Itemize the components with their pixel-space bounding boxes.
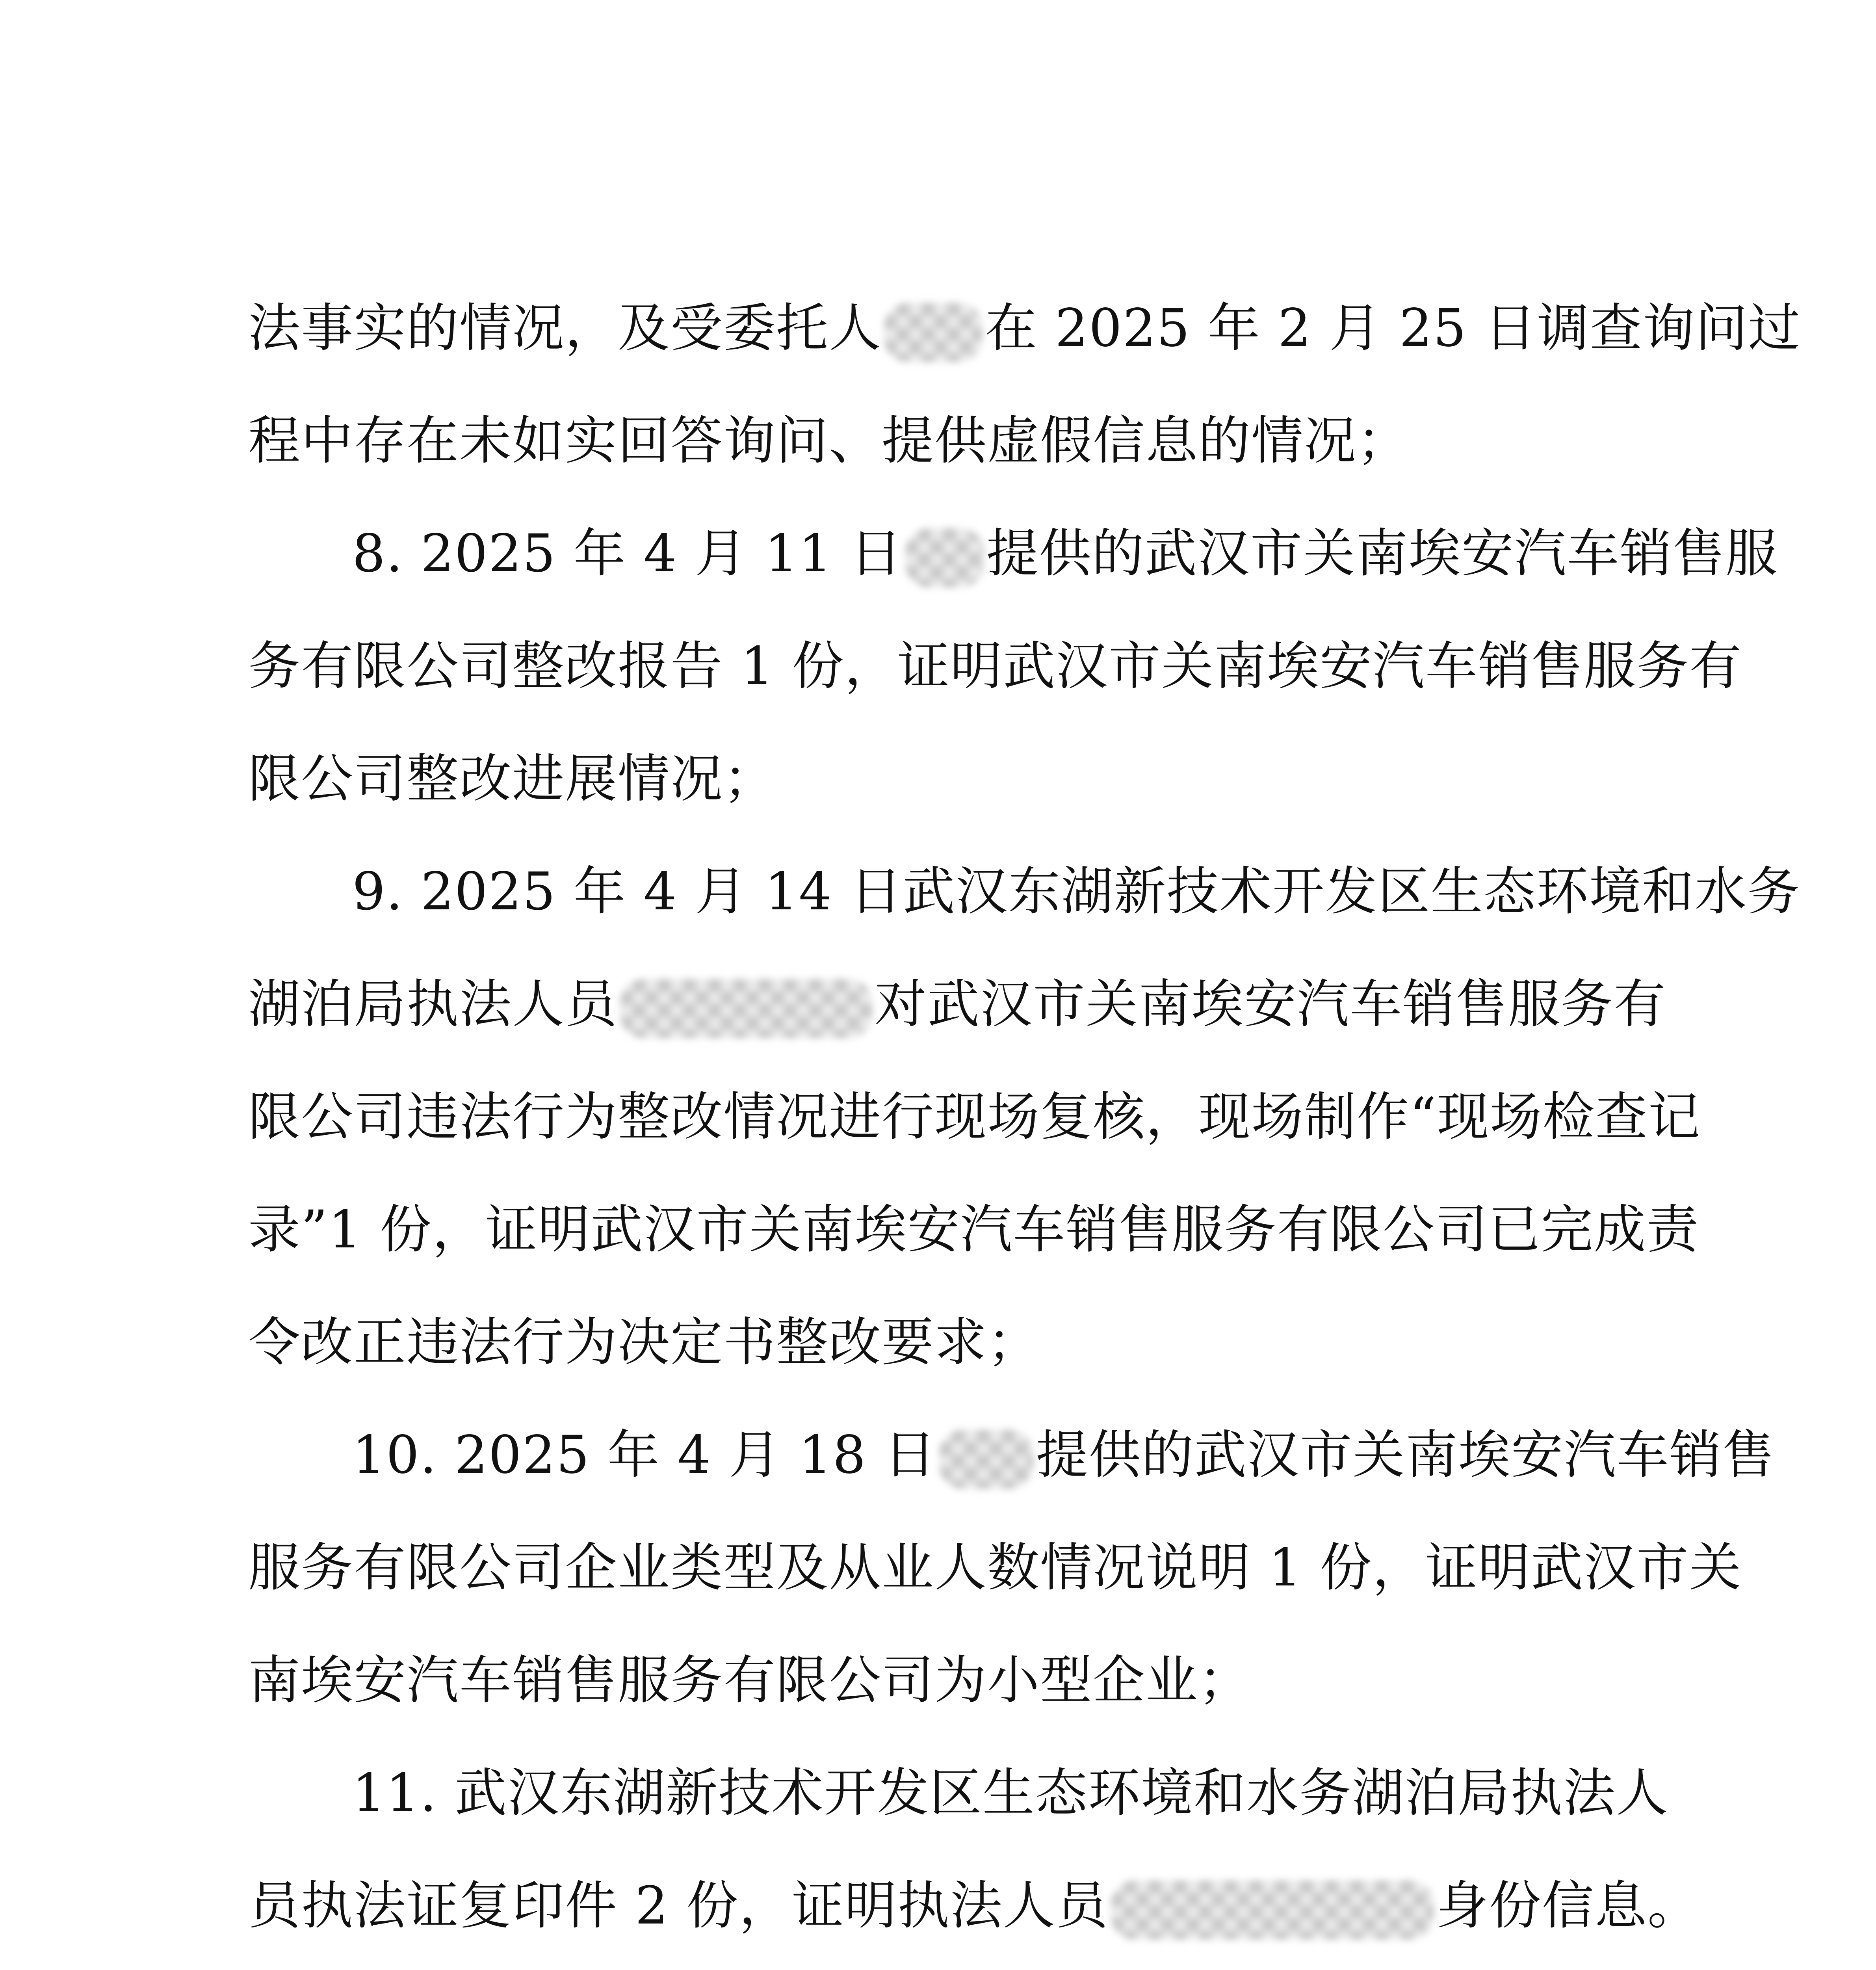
text-segment: 8. 2025 年 4 月 11 日 [352, 523, 903, 584]
text-segment: 程中存在未如实回答询问、提供虚假信息的情况； [248, 411, 1410, 471]
text-line [248, 948, 1666, 1061]
text-line [248, 1849, 1700, 1962]
text-segment: 务有限公司整改报告 1 份，证明武汉市关南埃安汽车销售服务有 [248, 636, 1742, 697]
text-segment: 提供的武汉市关南埃安汽车销售 [1036, 1425, 1775, 1485]
text-segment: 南埃安汽车销售服务有限公司为小型企业； [248, 1650, 1251, 1711]
redaction-mark [884, 303, 983, 362]
text-segment: 对武汉市关南埃安汽车销售服务有 [875, 974, 1666, 1035]
text-segment: 令改正违法行为决定书整改要求； [248, 1312, 1040, 1373]
text-segment: 法事实的情况，及受委托人 [248, 298, 882, 359]
redaction-mark [939, 1430, 1034, 1489]
text-segment: 10. 2025 年 4 月 18 日 [352, 1425, 937, 1485]
text-line [248, 272, 1801, 385]
redaction-mark [905, 528, 984, 587]
text-line [248, 1399, 1775, 1511]
text-segment: 提供的武汉市关南埃安汽车销售服 [986, 523, 1778, 584]
text-line [248, 610, 1742, 723]
text-segment: 身份信息。 [1436, 1875, 1700, 1936]
text-line [248, 1173, 1700, 1286]
text-segment: 9. 2025 年 4 月 14 日武汉东湖新技术开发区生态环境和水务 [352, 861, 1800, 922]
text-line [248, 1286, 1631, 1399]
text-segment: 11. 武汉东湖新技术开发区生态环境和水务湖泊局执法人 [352, 1763, 1669, 1823]
text-line [248, 1624, 1631, 1737]
text-line [248, 385, 1631, 497]
document-body [248, 272, 1801, 1970]
text-line [248, 497, 1778, 610]
text-line [248, 1962, 1631, 1970]
text-segment: 湖泊局执法人员 [248, 974, 618, 1035]
text-line [248, 835, 1800, 948]
text-line [248, 723, 1631, 835]
text-segment: 员执法证复印件 2 份，证明执法人员 [248, 1875, 1109, 1936]
redaction-mark [620, 979, 872, 1038]
text-segment: 限公司整改进展情况； [248, 749, 776, 809]
text-segment: 在 2025 年 2 月 25 日调查询问过 [985, 298, 1801, 359]
text-line [248, 1737, 1669, 1849]
redaction-mark [1111, 1881, 1434, 1940]
text-line [248, 1511, 1742, 1624]
text-segment: 录”1 份，证明武汉市关南埃安汽车销售服务有限公司已完成责 [248, 1199, 1700, 1260]
text-line [248, 1061, 1701, 1173]
text-segment: 限公司违法行为整改情况进行现场复核，现场制作“现场检查记 [248, 1087, 1701, 1147]
text-segment: 服务有限公司企业类型及从业人数情况说明 1 份，证明武汉市关 [248, 1537, 1742, 1598]
